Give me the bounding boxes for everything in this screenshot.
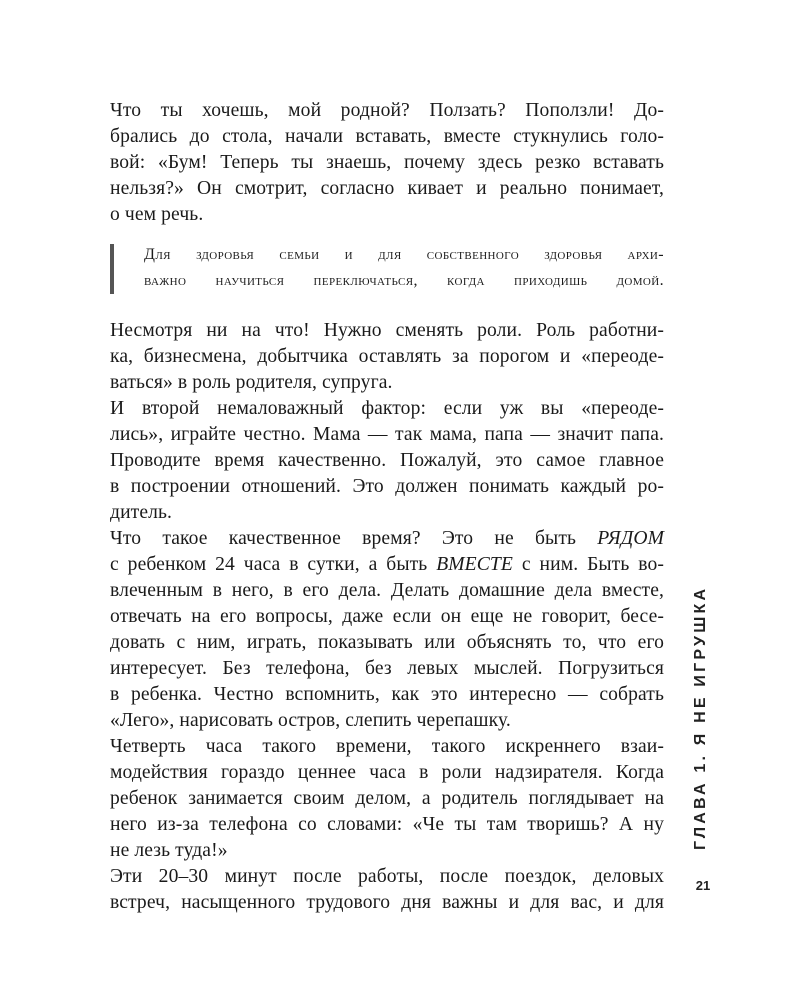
callout-line: важно научиться переключаться, когда приходишь домой. bbox=[144, 272, 664, 289]
paragraph-2 bbox=[110, 318, 664, 396]
text-span: с ним. Быть во- bbox=[512, 554, 664, 575]
callout-quote bbox=[110, 242, 664, 294]
text-line: И второй немаловажный фактор: если уж вы «переоде- bbox=[110, 398, 664, 419]
text-line: отвечать на его вопросы, даже если он еще не говорит, бесе- bbox=[110, 606, 664, 627]
paragraph-5 bbox=[110, 734, 664, 864]
text-line: брались до стола, начали вставать, вместе стукнулись голо- bbox=[110, 126, 664, 147]
text-line: в ребенка. Честно вспомнить, как это интересно — собрать bbox=[110, 684, 664, 705]
text-line bbox=[110, 552, 664, 578]
text-line: интересует. Без телефона, без левых мыслей. Погрузиться bbox=[110, 658, 664, 679]
text-line: о чем речь. bbox=[110, 204, 204, 225]
text-line: него из-за телефона со словами: «Че ты там творишь? А ну bbox=[110, 814, 664, 835]
text-line: Проводите время качественно. Пожалуй, это самое главное bbox=[110, 450, 664, 471]
callout-text bbox=[144, 242, 664, 294]
paragraph-6 bbox=[110, 864, 664, 916]
text-line: модействия гораздо ценнее часа в роли надзирателя. Когда bbox=[110, 762, 664, 783]
text-span: с ребенком 24 часа в сутки, а быть bbox=[110, 554, 437, 575]
running-head bbox=[690, 585, 718, 850]
text-line: довать с ним, играть, показывать или объяснять то, что его bbox=[110, 632, 664, 653]
text-line: Эти 20–30 минут после работы, после поездок, деловых bbox=[110, 866, 664, 887]
text-line: не лезь туда!» bbox=[110, 840, 228, 861]
callout-line: Для здоровья семьи и для собственного здоровья архи- bbox=[144, 246, 664, 263]
text-line: нельзя?» Он смотрит, согласно кивает и реально понимает, bbox=[110, 178, 664, 199]
emphasis-text: ВМЕСТЕ bbox=[436, 554, 513, 575]
text-line: Что ты хочешь, мой родной? Ползать? Поползли! До- bbox=[110, 100, 664, 121]
page-number: 21 bbox=[695, 878, 711, 893]
text-line: «Лего», нарисовать остров, слепить черепашку. bbox=[110, 710, 511, 731]
text-line: ребенок занимается своим делом, а родитель поглядывает на bbox=[110, 788, 664, 809]
text-line: дитель. bbox=[110, 502, 173, 523]
text-line: ваться» в роль родителя, супруга. bbox=[110, 372, 393, 393]
paragraph-4 bbox=[110, 526, 664, 734]
text-line: лись», играйте честно. Мама — так мама, папа — значит папа. bbox=[110, 424, 664, 445]
text-line bbox=[110, 526, 664, 552]
emphasis-text: РЯДОМ bbox=[597, 528, 664, 549]
text-line: Четверть часа такого времени, такого искреннего взаи- bbox=[110, 736, 664, 757]
text-line: влеченным в него, в его дела. Делать домашние дела вместе, bbox=[110, 580, 664, 601]
paragraph-3 bbox=[110, 396, 664, 526]
text-line: встреч, насыщенного трудового дня важны и для вас, и для bbox=[110, 892, 664, 913]
callout-bar bbox=[110, 244, 114, 294]
text-line: вой: «Бум! Теперь ты знаешь, почему здесь резко вставать bbox=[110, 152, 664, 173]
chapter-title: ГЛАВА 1. Я НЕ ИГРУШКА bbox=[692, 585, 709, 850]
text-span: Что такое качественное время? Это не быть bbox=[110, 528, 598, 549]
text-line: в построении отношений. Это должен понимать каждый ро- bbox=[110, 476, 664, 497]
text-line: ка, бизнесмена, добытчика оставлять за порогом и «переоде- bbox=[110, 346, 664, 367]
paragraph-1 bbox=[110, 98, 664, 228]
text-line: Несмотря ни на что! Нужно сменять роли. Роль работни- bbox=[110, 320, 664, 341]
